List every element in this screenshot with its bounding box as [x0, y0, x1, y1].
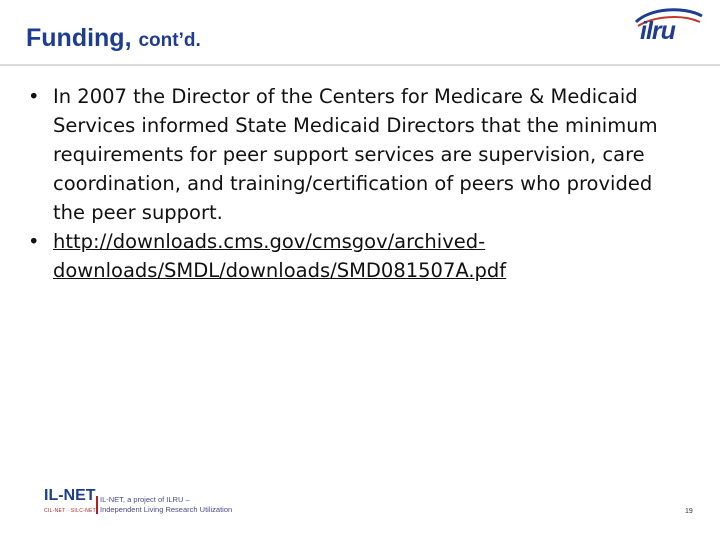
- cms-document-link[interactable]: http://downloads.cms.gov/cmsgov/archived-downloads/SMDL/downloads/SMD081507A.pdf: [53, 230, 507, 282]
- header-divider: [0, 64, 720, 66]
- bullet-text: In 2007 the Director of the Centers for Medicare & Medicaid Services informed State Medicaid Directors that the minimum requirements for peer support services are supervision, care coordination, and training/certification of peers who provided the peer support.: [53, 85, 658, 224]
- bullet-item: [28, 227, 688, 285]
- ilnet-logo-subtext: CIL-NET · SILC-NET: [44, 508, 96, 514]
- bullet-dot: •: [28, 85, 40, 108]
- slide-body: [28, 82, 688, 285]
- bullet-dot: •: [28, 230, 40, 253]
- slide-title-sub: cont’d.: [138, 30, 201, 51]
- slide-title: [26, 24, 201, 53]
- page-number: 19: [685, 508, 693, 515]
- footer-description-line1: IL-NET, a project of ILRU –: [100, 495, 190, 504]
- slide-title-main: Funding,: [26, 24, 132, 52]
- footer-description-line2: Independent Living Research Utilization: [100, 505, 233, 514]
- ilnet-logo-text: IL-NET: [44, 487, 96, 504]
- ilru-logo-text: ilru: [640, 17, 675, 45]
- bullet-item: [28, 82, 688, 227]
